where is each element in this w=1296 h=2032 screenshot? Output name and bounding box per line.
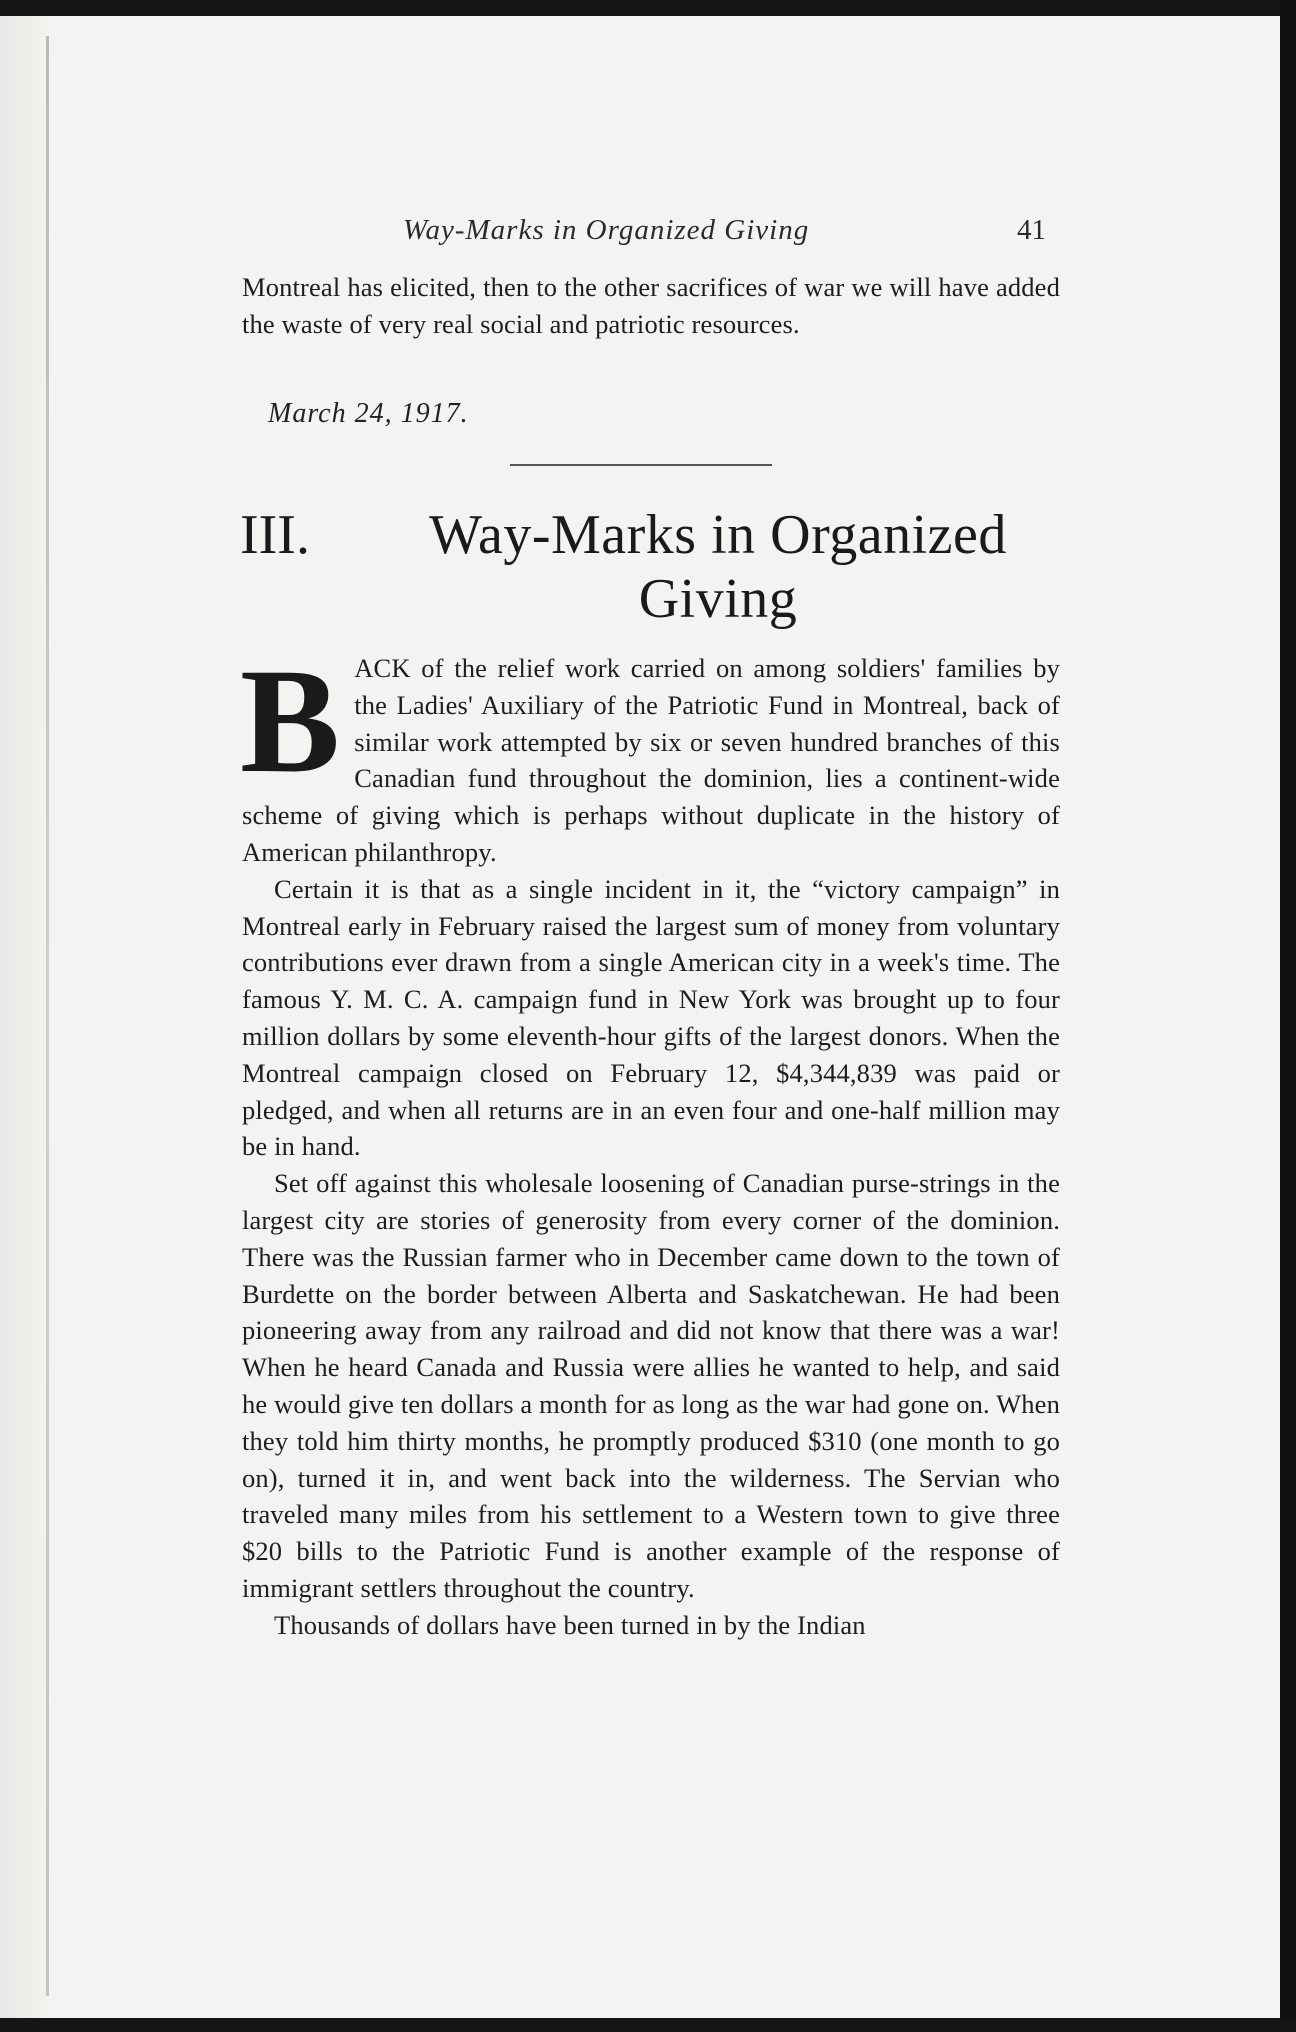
book-page — [0, 16, 1280, 2018]
paragraph-3: Set off against this wholesale loosening of Canadian purse-strings in the largest city are stories of generosity from every corner of the dominion. There was the Russian farmer who in December came down to the town of Burdette on the border between Alberta and Saskatchewan. He had been pioneering away from any railroad and did not know that there was a war! When he heard Canada and Russia were allies he wanted to help, and said he would give ten dollars a month for as long as the war had gone on. When they told him thirty months, he promptly produced $310 (one month to go on), turned it in, and went back into the wilderness. The Servian who traveled many miles from his settlement to a Western town to give three $20 bills to the Patriotic Fund is another example of the response of immigrant settlers throughout the country. — [242, 1168, 1060, 1603]
binding-shadow — [46, 36, 49, 1996]
scan-border-top — [0, 0, 1296, 16]
page-number: 41 — [1017, 214, 1046, 246]
lead-in-text: Montreal has elicited, then to the other sacrifices of war we will have added the waste of very real social and patriotic resources. — [242, 272, 1060, 339]
chapter-heading — [240, 503, 1066, 631]
scan-border-bottom — [0, 2018, 1296, 2032]
chapter-numeral: III. — [240, 504, 310, 566]
paragraph-1-text: ACK of the relief work carried on among soldiers' families by the Ladies' Auxiliary of the Patriotic Fund in Montreal, back of similar work attempted by six or seven hundred branches of this Canadian fund throughout the dominion, lies a continent-wide scheme of giving which is perhaps without duplicate in the history of American philanthropy. — [242, 653, 1060, 867]
lead-in-paragraph — [242, 269, 1060, 343]
running-head-title: Way-Marks in Organized Giving — [403, 214, 810, 246]
drop-cap: B — [240, 638, 341, 804]
paragraph-1 — [240, 638, 1060, 871]
section-divider — [510, 464, 772, 466]
paragraph-2: Certain it is that as a single incident in it, the “victory campaign” in Montreal early in February raised the largest sum of money from voluntary contributions ever drawn from a single American city in a week's time. The famous Y. M. C. A. campaign fund in New York was brought up to four million dollars by some eleventh-hour gifts of the largest donors. When the Montreal campaign closed on February 12, $4,344,839 was paid or pledged, and when all returns are in an even four and one-half million may be in hand. — [242, 873, 1060, 1162]
chapter-body — [240, 638, 1060, 1644]
page-gutter — [0, 16, 48, 2018]
chapter-title: Way-Marks in Organized Giving — [429, 504, 1007, 630]
running-head — [240, 214, 1060, 254]
scan-border-right — [1280, 0, 1296, 2032]
paragraph-4: Thousands of dollars have been turned in by the Indian — [274, 1609, 866, 1640]
date-line: March 24, 1917. — [268, 398, 469, 429]
